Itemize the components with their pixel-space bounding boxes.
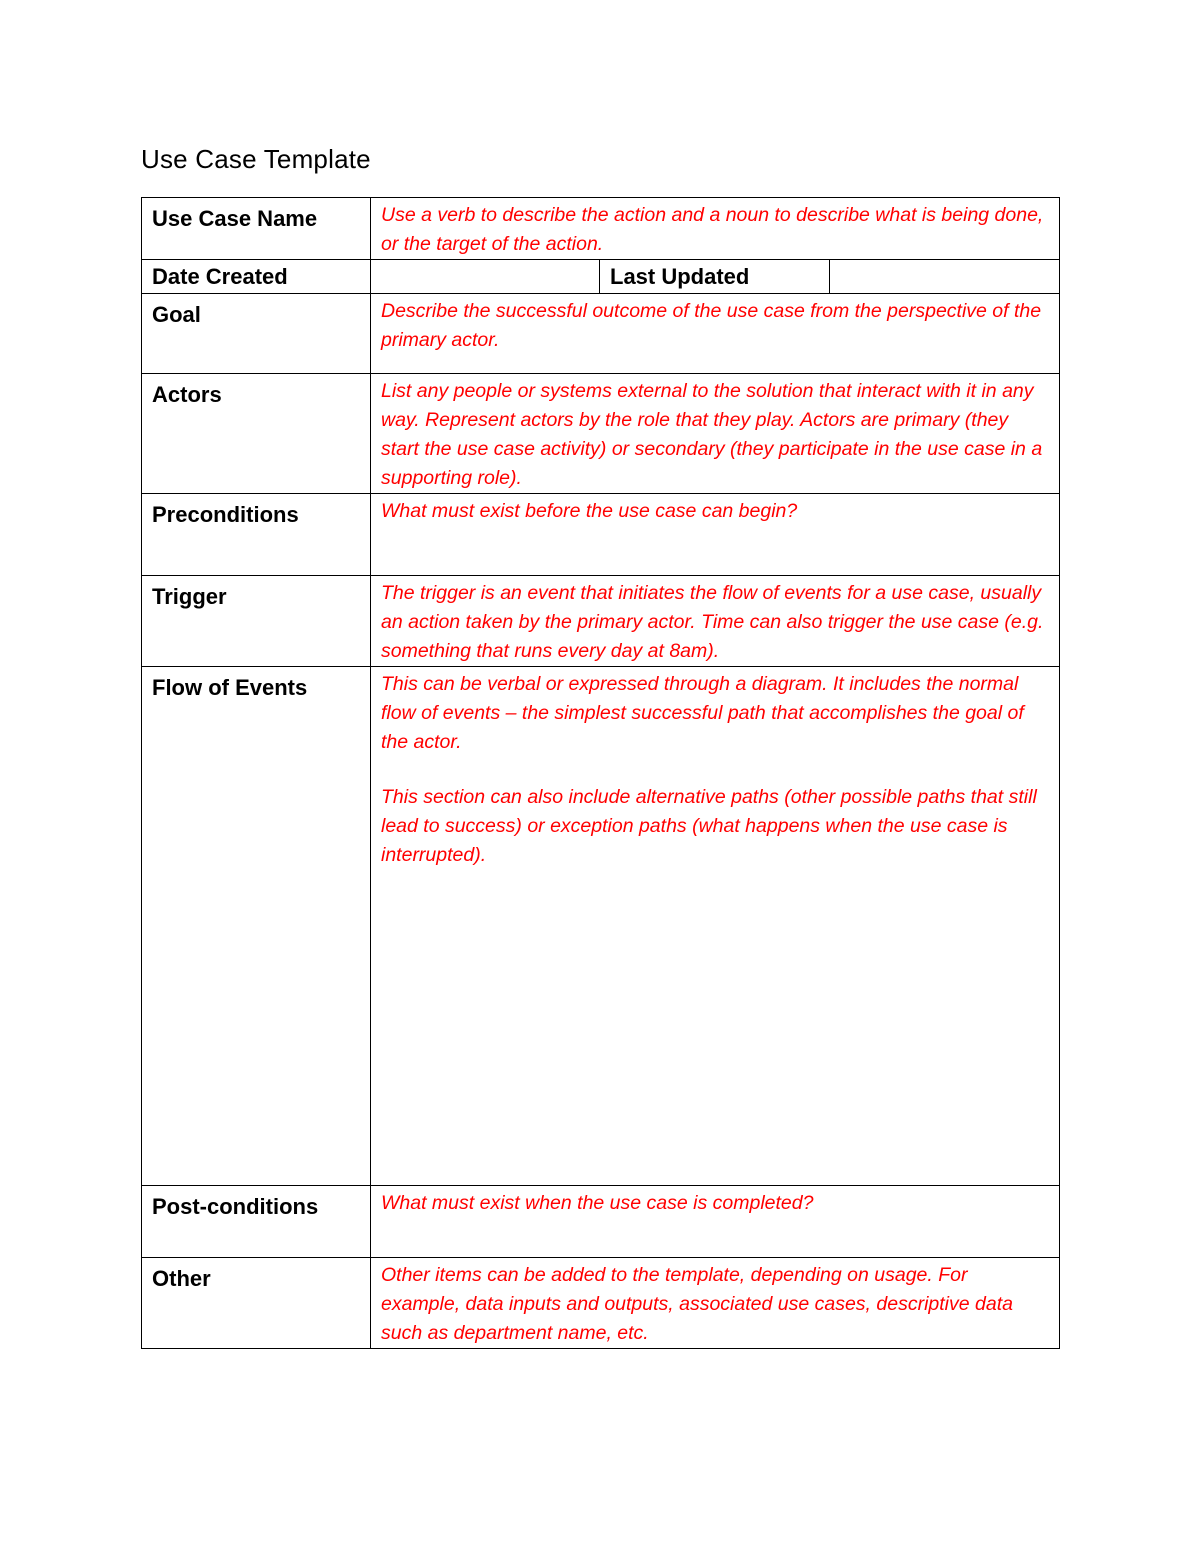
row-post-conditions xyxy=(142,1186,1060,1258)
row-goal xyxy=(142,294,1060,374)
trigger-field[interactable] xyxy=(371,576,1060,667)
row-use-case-name xyxy=(142,198,1060,260)
preconditions-text: What must exist before the use case can begin? xyxy=(381,500,798,522)
actors-label: Actors xyxy=(142,374,371,494)
other-label: Other xyxy=(142,1258,371,1349)
use-case-name-text: Use a verb to describe the action and a noun to describe what is being done, or the target of the action. xyxy=(381,204,1044,255)
use-case-name-label: Use Case Name xyxy=(142,198,371,260)
flow-of-events-label: Flow of Events xyxy=(142,667,371,1186)
other-field[interactable] xyxy=(371,1258,1060,1349)
row-other xyxy=(142,1258,1060,1349)
date-created-field[interactable] xyxy=(371,260,600,294)
post-conditions-text: What must exist when the use case is completed? xyxy=(381,1192,814,1214)
goal-label: Goal xyxy=(142,294,371,374)
actors-field[interactable] xyxy=(371,374,1060,494)
page-title: Use Case Template xyxy=(141,144,371,174)
actors-text: List any people or systems external to the solution that interact with it in any way. Represent actors by the role that they play. Actors are primary (they start the use case activity) or secondary (they participate in the use case in a supporting role). xyxy=(381,380,1043,489)
row-dates xyxy=(142,260,1060,294)
date-created-label: Date Created xyxy=(142,260,371,294)
last-updated-field[interactable] xyxy=(830,260,1060,294)
trigger-text: The trigger is an event that initiates the flow of events for a use case, usually an action taken by the primary actor. Time can also trigger the use case (e.g. something that runs every day at 8am). xyxy=(381,582,1044,662)
row-preconditions xyxy=(142,494,1060,576)
use-case-name-field[interactable] xyxy=(371,198,1060,260)
flow-of-events-paragraph-1: This can be verbal or expressed through a diagram. It includes the normal flow of events – the simplest successful path that accomplishes the goal of the actor. xyxy=(381,673,1024,753)
post-conditions-label: Post-conditions xyxy=(142,1186,371,1258)
row-trigger xyxy=(142,576,1060,667)
flow-of-events-paragraph-2: This section can also include alternative paths (other possible paths that still lead to success) or exception paths (what happens when the use case is interrupted). xyxy=(381,786,1037,866)
goal-text: Describe the successful outcome of the use case from the perspective of the primary actor. xyxy=(381,300,1042,351)
preconditions-label: Preconditions xyxy=(142,494,371,576)
goal-field[interactable] xyxy=(371,294,1060,374)
preconditions-field[interactable] xyxy=(371,494,1060,576)
trigger-label: Trigger xyxy=(142,576,371,667)
flow-of-events-field[interactable] xyxy=(371,667,1060,1186)
row-flow-of-events xyxy=(142,667,1060,1186)
other-text: Other items can be added to the template, depending on usage. For example, data inputs and outputs, associated use cases, descriptive data such as department name, etc. xyxy=(381,1264,1013,1344)
post-conditions-field[interactable] xyxy=(371,1186,1060,1258)
use-case-table xyxy=(141,197,1060,1349)
last-updated-label: Last Updated xyxy=(600,260,830,294)
row-actors xyxy=(142,374,1060,494)
